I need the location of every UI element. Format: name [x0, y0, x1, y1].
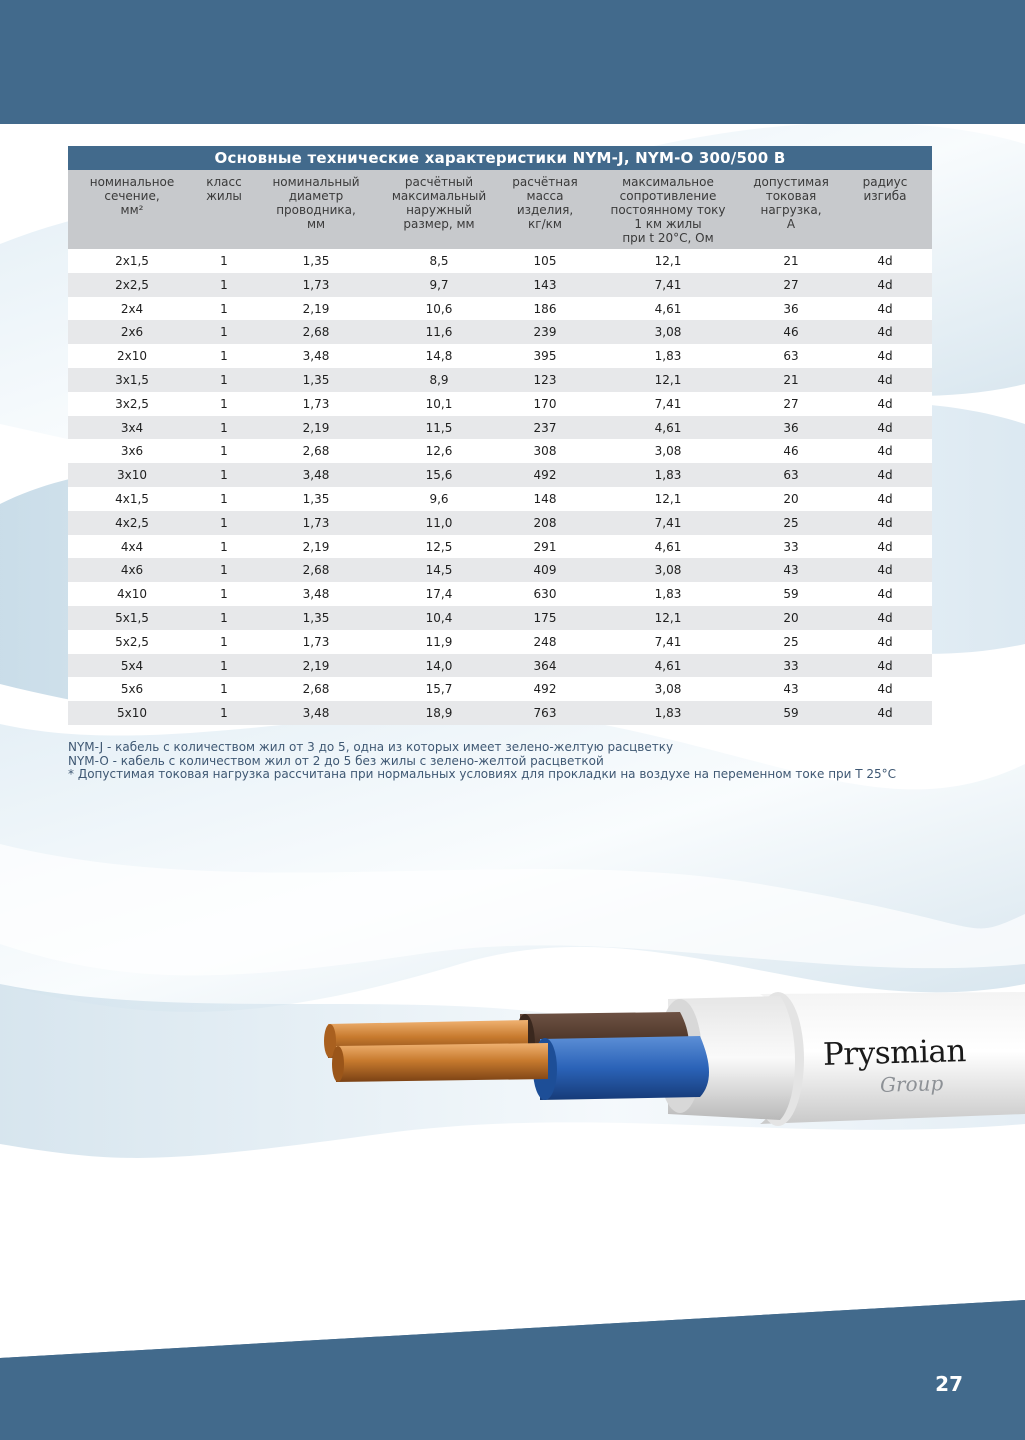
table-cell: 59 — [783, 706, 799, 721]
table-cell: 10,4 — [425, 610, 453, 625]
column-header: радиус изгиба — [862, 175, 908, 203]
page-number: 27 — [935, 1372, 963, 1396]
table-cell: 1,35 — [302, 254, 330, 268]
table-cell: 1 — [220, 301, 228, 316]
table-cell: 3x1,5 — [115, 372, 149, 387]
table-cell: 4,61 — [654, 539, 682, 554]
table-cell: 1,35 — [302, 610, 330, 625]
table-cell: 4d — [877, 301, 893, 316]
table-cell: 10,1 — [425, 396, 453, 411]
table-notes — [68, 741, 968, 782]
table-cell: 1 — [220, 349, 228, 364]
table-cell: 3x2,5 — [115, 396, 149, 411]
table-cell: 1 — [220, 325, 228, 340]
table-cell: 2x2,5 — [115, 277, 149, 292]
table-row — [68, 416, 932, 440]
column-header: класс жилы — [206, 175, 242, 203]
table-cell: 1,83 — [654, 349, 682, 364]
table-cell: 208 — [533, 515, 557, 530]
table-cell: 25 — [783, 515, 799, 530]
table-cell: 175 — [533, 610, 557, 625]
table-row — [68, 630, 932, 654]
table-cell: 59 — [783, 587, 799, 602]
table-cell: 27 — [783, 396, 799, 411]
column-header: максимальное сопротивление постоянному току 1 км жилы при t 20°С, Ом — [610, 175, 726, 245]
table-cell: 1,73 — [302, 396, 330, 411]
table-row — [68, 582, 932, 606]
table-cell: 17,4 — [425, 587, 453, 602]
table-cell: 43 — [783, 563, 799, 578]
table-cell: 1 — [220, 277, 228, 292]
table-cell: 46 — [783, 325, 799, 340]
table-cell: 1 — [220, 254, 228, 268]
table-row — [68, 320, 932, 344]
table-cell: 14,0 — [425, 658, 453, 673]
table-cell: 10,6 — [425, 301, 453, 316]
table-cell: 409 — [533, 563, 557, 578]
table-cell: 4d — [877, 658, 893, 673]
table-cell: 4,61 — [654, 420, 682, 435]
table-cell: 1 — [220, 610, 228, 625]
table-cell: 5x1,5 — [115, 610, 149, 625]
table-cell: 11,5 — [425, 420, 453, 435]
table-cell: 4d — [877, 515, 893, 530]
note-nym-j: NYM-J - кабель с количеством жил от 3 до 5, одна из которых имеет зелено-желтую расцветку — [68, 740, 674, 754]
table-row — [68, 297, 932, 321]
top-header-band — [0, 0, 1025, 124]
table-cell: 1,83 — [654, 587, 682, 602]
table-row — [68, 249, 932, 273]
table-cell: 1 — [220, 539, 228, 554]
table-cell: 63 — [783, 349, 799, 364]
table-cell: 7,41 — [654, 634, 682, 649]
table-cell: 12,6 — [425, 444, 453, 459]
table-cell: 2,68 — [302, 563, 330, 578]
table-cell: 12,5 — [425, 539, 453, 554]
table-cell: 1,83 — [654, 706, 682, 721]
table-header-row — [68, 170, 932, 249]
table-cell: 2x10 — [116, 349, 147, 364]
table-cell: 12,1 — [654, 610, 682, 625]
table-cell: 2,68 — [302, 444, 330, 459]
table-row — [68, 344, 932, 368]
table-cell: 1 — [220, 563, 228, 578]
table-cell: 4x10 — [116, 587, 147, 602]
table-cell: 237 — [533, 420, 557, 435]
table-cell: 36 — [783, 420, 799, 435]
table-cell: 8,5 — [429, 254, 449, 268]
table-cell: 1 — [220, 634, 228, 649]
table-row — [68, 463, 932, 487]
table-cell: 186 — [533, 301, 557, 316]
table-row — [68, 701, 932, 725]
table-cell: 11,9 — [425, 634, 453, 649]
note-current-load: * Допустимая токовая нагрузка рассчитана при нормальных условиях для прокладки на воздухе на переменном токе при Т 25°С — [68, 767, 897, 781]
table-row — [68, 654, 932, 678]
table-cell: 21 — [783, 372, 799, 387]
table-row — [68, 677, 932, 701]
table-cell: 2x6 — [120, 325, 144, 340]
table-cell: 4d — [877, 610, 893, 625]
table-cell: 4d — [877, 372, 893, 387]
table-cell: 33 — [783, 658, 799, 673]
brand-logo-sub: Group — [879, 1071, 944, 1097]
table-cell: 1,73 — [302, 515, 330, 530]
table-cell: 3,08 — [654, 444, 682, 459]
table-cell: 3x6 — [120, 444, 144, 459]
table-cell: 1 — [220, 372, 228, 387]
table-cell: 1 — [220, 396, 228, 411]
column-header: расчётная масса изделия, кг/км — [512, 175, 578, 231]
table-cell: 1 — [220, 682, 228, 697]
table-cell: 4d — [877, 277, 893, 292]
table-cell: 7,41 — [654, 277, 682, 292]
table-cell: 395 — [533, 349, 557, 364]
table-cell: 1 — [220, 706, 228, 721]
table-cell: 11,6 — [425, 325, 453, 340]
table-cell: 4d — [877, 349, 893, 364]
table-cell: 1 — [220, 420, 228, 435]
table-cell: 4d — [877, 254, 893, 268]
table-cell: 4x2,5 — [115, 515, 149, 530]
table-cell: 492 — [533, 468, 557, 483]
table-row — [68, 558, 932, 582]
table-cell: 21 — [783, 254, 799, 268]
table-cell: 4d — [877, 563, 893, 578]
column-header: допустимая токовая нагрузка, А — [753, 175, 829, 231]
table-cell: 25 — [783, 634, 799, 649]
specs-table — [68, 146, 932, 725]
table-cell: 239 — [533, 325, 557, 340]
table-cell: 763 — [533, 706, 557, 721]
table-cell: 1,83 — [654, 468, 682, 483]
table-row — [68, 439, 932, 463]
table-cell: 2x4 — [120, 301, 144, 316]
table-cell: 291 — [533, 539, 557, 554]
table-cell: 4d — [877, 634, 893, 649]
table-cell: 492 — [533, 682, 557, 697]
table-cell: 4d — [877, 706, 893, 721]
column-header: номинальное сечение, мм² — [89, 175, 175, 217]
table-cell: 2,19 — [302, 658, 330, 673]
table-cell: 1,35 — [302, 491, 330, 506]
table-cell: 1 — [220, 515, 228, 530]
table-cell: 1 — [220, 587, 228, 602]
table-cell: 143 — [533, 277, 557, 292]
table-cell: 4d — [877, 325, 893, 340]
table-cell: 18,9 — [425, 706, 453, 721]
table-cell: 4d — [877, 682, 893, 697]
table-cell: 12,1 — [654, 254, 682, 268]
table-cell: 1,73 — [302, 634, 330, 649]
table-cell: 308 — [533, 444, 557, 459]
note-nym-o: NYM-O - кабель с количеством жил от 2 до 5 без жилы с зелено-желтой расцветкой — [68, 753, 604, 768]
table-cell: 7,41 — [654, 396, 682, 411]
table-cell: 148 — [533, 491, 557, 506]
table-cell: 14,8 — [425, 349, 453, 364]
table-body — [68, 249, 932, 725]
table-cell: 20 — [783, 491, 799, 506]
table-cell: 4x4 — [120, 539, 144, 554]
table-cell: 14,5 — [425, 563, 453, 578]
table-cell: 2x1,5 — [115, 254, 149, 268]
table-cell: 1 — [220, 491, 228, 506]
table-cell: 63 — [783, 468, 799, 483]
table-cell: 1,73 — [302, 277, 330, 292]
table-cell: 8,9 — [429, 372, 449, 387]
table-cell: 4d — [877, 539, 893, 554]
table-cell: 1 — [220, 468, 228, 483]
table-cell: 27 — [783, 277, 799, 292]
column-header: расчётный максимальный наружный размер, мм — [391, 175, 487, 231]
table-cell: 4d — [877, 420, 893, 435]
table-cell: 4d — [877, 444, 893, 459]
table-cell: 2,19 — [302, 301, 330, 316]
table-cell: 4x1,5 — [115, 491, 149, 506]
table-cell: 4x6 — [120, 563, 144, 578]
table-row — [68, 606, 932, 630]
table-row — [68, 535, 932, 559]
table-cell: 3,08 — [654, 325, 682, 340]
table-cell: 248 — [533, 634, 557, 649]
table-cell: 11,0 — [425, 515, 453, 530]
table-cell: 3,48 — [302, 706, 330, 721]
table-cell: 105 — [533, 254, 557, 268]
table-cell: 33 — [783, 539, 799, 554]
table-cell: 2,19 — [302, 539, 330, 554]
table-row — [68, 392, 932, 416]
table-cell: 36 — [783, 301, 799, 316]
table-cell: 3,48 — [302, 587, 330, 602]
table-cell: 5x10 — [116, 706, 147, 721]
table-cell: 20 — [783, 610, 799, 625]
table-cell: 3x10 — [116, 468, 147, 483]
table-cell: 4,61 — [654, 301, 682, 316]
bottom-footer-band — [0, 1290, 1025, 1440]
table-cell: 9,7 — [429, 277, 449, 292]
table-cell: 3,08 — [654, 563, 682, 578]
table-row — [68, 273, 932, 297]
table-cell: 43 — [783, 682, 799, 697]
column-header: номинальный диаметр проводника, мм — [272, 175, 360, 231]
table-cell: 364 — [533, 658, 557, 673]
table-cell: 4,61 — [654, 658, 682, 673]
table-cell: 12,1 — [654, 372, 682, 387]
table-cell: 2,19 — [302, 420, 330, 435]
table-cell: 5x2,5 — [115, 634, 149, 649]
table-cell: 12,1 — [654, 491, 682, 506]
table-row — [68, 487, 932, 511]
table-cell: 15,6 — [425, 468, 453, 483]
table-cell: 15,7 — [425, 682, 453, 697]
table-cell: 9,6 — [429, 491, 449, 506]
table-cell: 1 — [220, 658, 228, 673]
table-cell: 630 — [533, 587, 557, 602]
table-row — [68, 368, 932, 392]
brand-logo-name: Prysmian — [822, 1033, 967, 1073]
table-cell: 1 — [220, 444, 228, 459]
table-cell: 3x4 — [120, 420, 144, 435]
table-title: Основные технические характеристики NYM-J, NYM-O 300/500 В — [68, 146, 932, 170]
table-cell: 3,08 — [654, 682, 682, 697]
table-cell: 4d — [877, 468, 893, 483]
table-cell: 4d — [877, 491, 893, 506]
table-cell: 1,35 — [302, 372, 330, 387]
table-cell: 4d — [877, 587, 893, 602]
table-cell: 5x6 — [120, 682, 144, 697]
table-cell: 3,48 — [302, 468, 330, 483]
table-cell: 2,68 — [302, 325, 330, 340]
table-cell: 3,48 — [302, 349, 330, 364]
table-cell: 4d — [877, 396, 893, 411]
table-cell: 7,41 — [654, 515, 682, 530]
table-cell: 170 — [533, 396, 557, 411]
table-cell: 2,68 — [302, 682, 330, 697]
table-cell: 123 — [533, 372, 557, 387]
table-row — [68, 511, 932, 535]
table-cell: 5x4 — [120, 658, 144, 673]
table-cell: 46 — [783, 444, 799, 459]
